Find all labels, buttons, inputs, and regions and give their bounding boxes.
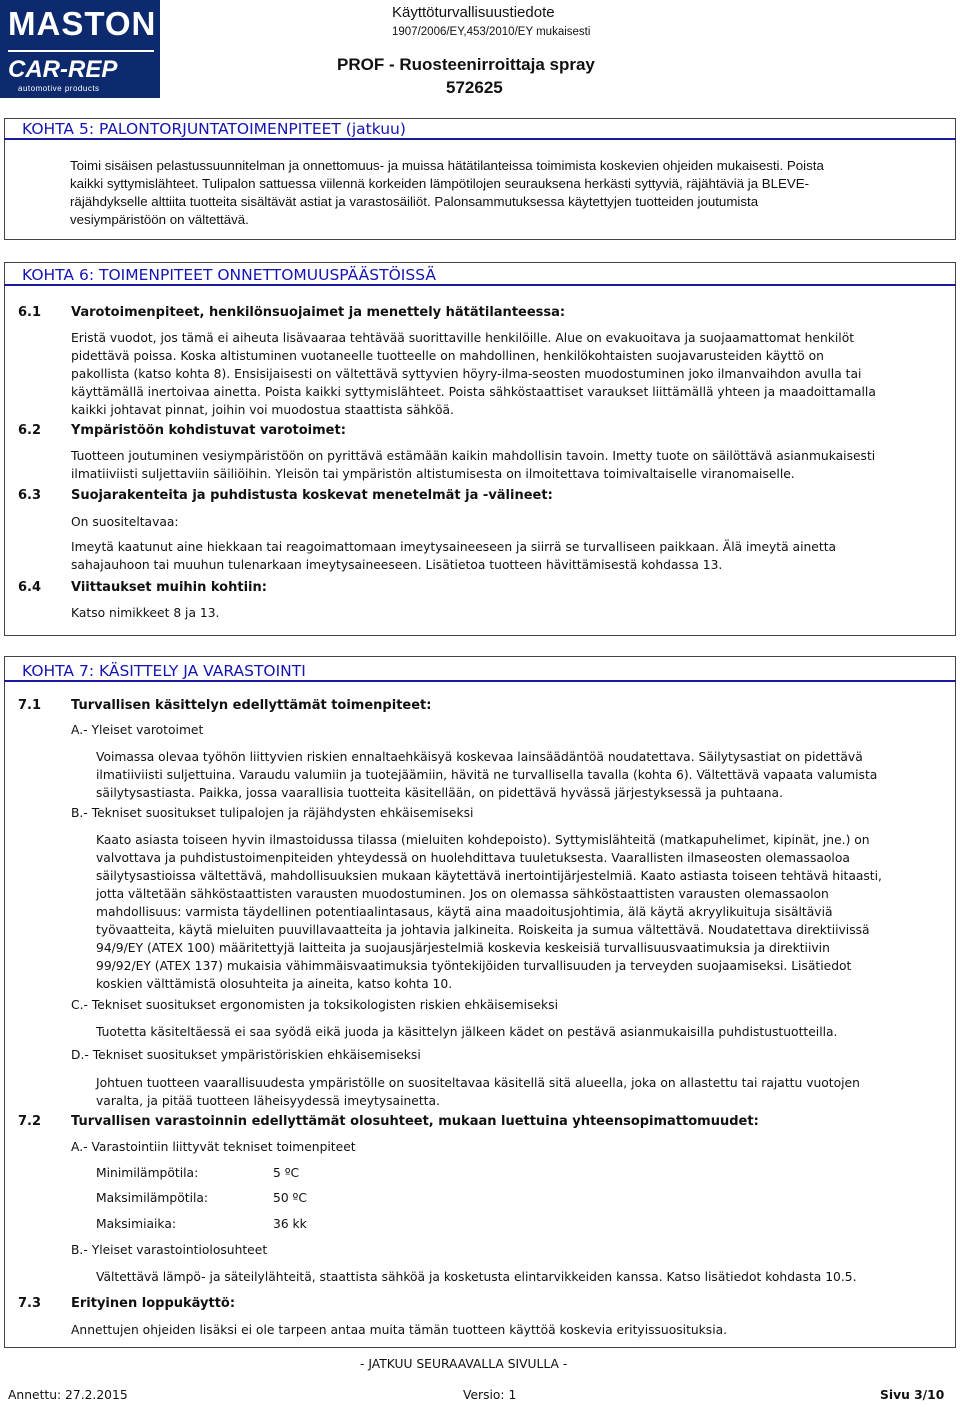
subsection-7-3-number: 7.3 [18,1296,42,1311]
subsection-7-1-a-label: A.- Yleiset varotoimet [71,723,204,737]
subsection-6-1-line-1: Eristä vuodot, jos tämä ei aiheuta lisävaaraa tehtävää suorittaville henkilöille. Alue on evakuoitava ja suojaamattomat henkilöt [71,331,855,345]
section-5-line-3: räjähdykselle alttiita tuotteita sisältävät astiat ja varastosäiliöt. Palonsammutuksessa käytettyjen tuotteiden joutumista [70,194,759,209]
subsection-7-1-d-line-2: varalta, ja pitää tuotteen läheisyydessä imeytysainetta. [96,1094,440,1108]
subsection-7-2-b-label: B.- Yleiset varastointiolosuhteet [71,1243,268,1257]
subsection-6-3-intro: On suositeltavaa: [71,515,179,529]
subsection-7-1-b-line-1: Kaato asiasta toiseen hyvin ilmastoidussa tilassa (mieluiten kohdepoisto). Syttymislähteitä (matkapuhelimet, kipinät, jne.) on [96,833,870,847]
subsection-7-2-a-label: A.- Varastointiin liittyvät tekniset toimenpiteet [71,1140,356,1154]
subsection-6-3-number: 6.3 [18,488,42,503]
subsection-6-4-text: Katso nimikkeet 8 ja 13. [71,606,220,620]
subsection-6-3-line-2: sahajauhoon tai muuhun tulenarkaan imeytysaineeseen. Lisätietoa tuotteen hävittämisestä kohdassa 13. [71,558,723,572]
subsection-6-1-line-3: pakollista (katso kohta 8). Ensisijaisesti on vältettävä syttyvien höyry-ilma-seosten muodostuminen joko ilmanvaihdon avulla tai [71,367,862,381]
subsection-7-1-number: 7.1 [18,698,42,713]
storage-min-temp-label: Minimilämpötila: [96,1166,199,1180]
subsection-7-1-b-line-2: valvottava ja puhdistustoimenpiteiden yhteydessä on huolehdittava tuuletuksesta. Vaarallisten ilmaseosten olemassaoloa [96,851,850,865]
subsection-6-1-number: 6.1 [18,305,42,320]
subsection-7-1-c-text: Tuotetta käsiteltäessä ei saa syödä eikä juoda ja käsittelyn jälkeen kädet on pestävä asianmukaisilla puhdistustuotteilla. [96,1025,838,1039]
subsection-7-1-b-line-9: koskien välttämistä olosuhteita ja aineita, katso kohta 10. [96,977,453,991]
product-name: PROF - Ruosteenirroittaja spray [337,55,595,74]
logo-tagline: automotive products [18,84,100,93]
logo-carrep-text: CAR-REP [8,56,118,83]
subsection-7-1-b-line-3: säilytysastioissa vältettävä, mahdollisuuksien mukaan käytettävä inertointijärjestelmiä. Kaato astiasta toiseen tehtävä hitaasti, [96,869,882,883]
storage-max-time-label: Maksimiaika: [96,1217,177,1231]
subsection-7-3-text: Annettujen ohjeiden lisäksi ei ole tarpeen antaa muita tämän tuotteen käyttöä koskevia erityissuosituksia. [71,1323,728,1337]
storage-max-time-value: 36 kk [273,1217,307,1231]
section-5-line-1: Toimi sisäisen pelastussuunnitelman ja onnettomuus- ja muissa hätätilanteissa toimimista koskevien ohjeiden mukaisesti. Poista [70,158,824,173]
subsection-7-1-b-line-5: mahdollisuus: varmista täydellinen potentiaalintasaus, käytä aina maadoitusjohtimia, älä käytä akryylikuituja sisältäviä [96,905,833,919]
document-type: Käyttöturvallisuustiedote [392,4,555,21]
section-7-title: KOHTA 7: KÄSITTELY JA VARASTOINTI [4,662,956,682]
subsection-7-2-number: 7.2 [18,1114,42,1129]
subsection-7-1-c-label: C.- Tekniset suositukset ergonomisten ja toksikologisten riskien ehkäisemiseksi [71,998,558,1012]
logo-divider [8,50,154,52]
section-5-title: KOHTA 5: PALONTORJUNTATOIMENPITEET (jatkuu) [4,120,956,140]
subsection-6-2-line-1: Tuotteen joutuminen vesiympäristöön on pyrittävä estämään kaikin mahdollisin tavoin. Imetty tuote on säilöttävä asianmukaisesti [71,449,876,463]
subsection-6-3-title: Suojarakenteita ja puhdistusta koskevat menetelmät ja -välineet: [71,488,553,503]
subsection-7-1-a-line-1: Voimassa olevaa työhön liittyvien riskien ennaltaehkäisyä koskevaa lainsäädäntöä noudatettava. Säilytysastiat on pidettävä [96,750,863,764]
subsection-7-3-title: Erityinen loppukäyttö: [71,1296,236,1311]
logo-maston-text: MASTON [8,5,157,42]
storage-max-temp-value: 50 ºC [273,1191,307,1205]
section-6-title: KOHTA 6: TOIMENPITEET ONNETTOMUUSPÄÄSTÖISSÄ [4,266,956,286]
subsection-7-1-b-line-7: 94/9/EY (ATEX 100) määritettyjä laitteita ja suojausjärjestelmiä koskevia keskeisiä turvallisuusvaatimuksia ja direktiivin [96,941,830,955]
section-5-line-2: kaikki syttymislähteet. Tulipalon sattuessa viilennä korkeiden lämpötilojen seurauksena herkästi syttyviä, räjähtäviä ja BLEVE- [70,176,810,191]
page-number: Sivu 3/10 [880,1388,945,1402]
version-label: Versio: 1 [463,1388,517,1402]
storage-max-temp-label: Maksimilämpötila: [96,1191,209,1205]
storage-min-temp-value: 5 ºC [273,1166,300,1180]
continue-notice: - JATKUU SEURAAVALLA SIVULLA - [360,1357,568,1371]
subsection-6-2-line-2: ilmatiiviisti suljettaviin säiliöihin. Yleisön tai ympäristön altistumisesta on ilmoitettava toimivaltaiselle viranomaiselle. [71,467,795,481]
subsection-6-1-title: Varotoimenpiteet, henkilönsuojaimet ja menettely hätätilanteessa: [71,305,566,320]
subsection-6-3-line-1: Imeytä kaatunut aine hiekkaan tai reagoimattomaan imeytysaineeseen ja siirrä se turvalliseen paikkaan. Älä imeytä ainetta [71,540,837,554]
subsection-7-1-title: Turvallisen käsittelyn edellyttämät toimenpiteet: [71,698,432,713]
subsection-7-1-b-line-8: 99/92/EY (ATEX 137) mukaisia vähimmäisvaatimuksia työntekijöiden turvallisuuden ja terveyden suojaamiseksi. Lisätiedot [96,959,852,973]
subsection-7-2-title: Turvallisen varastoinnin edellyttämät olosuhteet, mukaan luettuina yhteensopimattomuudet: [71,1114,759,1129]
company-logo [0,0,160,98]
subsection-7-1-b-line-4: jotta vältetään sähköstaattisten varausten muodostuminen. Jos on olemassa sähköstaattisten varausten olemassaolon [96,887,829,901]
subsection-6-4-number: 6.4 [18,580,42,595]
issue-date: Annettu: 27.2.2015 [8,1388,128,1402]
subsection-7-1-a-line-3: säilytysastiasta. Paikka, jossa vaarallisia tuotteita käsitellään, on pidettävä hyvässä järjestyksessä ja puhtaana. [96,786,783,800]
regulation-reference: 1907/2006/EY,453/2010/EY mukaisesti [392,26,591,38]
subsection-7-1-a-line-2: ilmatiiviisti suljettuina. Varaudu valumiin ja tuotejäämiin, hävitä ne turvallisella tavalla (kohta 6). Vältettävä vapaata valumista [96,768,878,782]
subsection-7-1-b-line-6: työvaatteita, käytä mieluiten puuvillavaatteita ja johtavia jalkineita. Roiskeita ja sumua vältettävä. Noudatettava direktiivissä [96,923,870,937]
subsection-7-1-d-line-1: Johtuen tuotteen vaarallisuudesta ympäristölle on suositeltavaa käsitellä sitä alueella, joka on allastettu tai rajattu vuotojen [96,1076,860,1090]
subsection-6-2-title: Ympäristöön kohdistuvat varotoimet: [71,423,346,438]
subsection-7-1-b-label: B.- Tekniset suositukset tulipalojen ja räjähdysten ehkäisemiseksi [71,806,474,820]
subsection-6-1-line-5: kaikki johtavat pinnat, joihin voi muodostua staattista sähköä. [71,403,454,417]
product-code: 572625 [446,78,503,97]
subsection-6-1-line-4: käyttämällä inertoivaa ainetta. Poista kaikki syttymislähteet. Poista sähköstaattiset varaukset liittämällä yhteen ja maadoittamalla [71,385,876,399]
subsection-6-4-title: Viittaukset muihin kohtiin: [71,580,267,595]
subsection-7-2-b-text: Vältettävä lämpö- ja säteilylähteitä, staattista sähköä ja kosketusta elintarvikkeiden kanssa. Katso lisätiedot kohdasta 10.5. [96,1270,857,1284]
subsection-7-1-d-label: D.- Tekniset suositukset ympäristöriskien ehkäisemiseksi [71,1048,421,1062]
section-5-line-4: vesiympäristöön on vältettävä. [70,212,249,227]
subsection-6-1-line-2: pidettävä poissa. Koska altistuminen vuotaneelle tuotteelle on mahdollinen, henkilökohtaisten suojavarusteiden käyttö on [71,349,824,363]
subsection-6-2-number: 6.2 [18,423,42,438]
